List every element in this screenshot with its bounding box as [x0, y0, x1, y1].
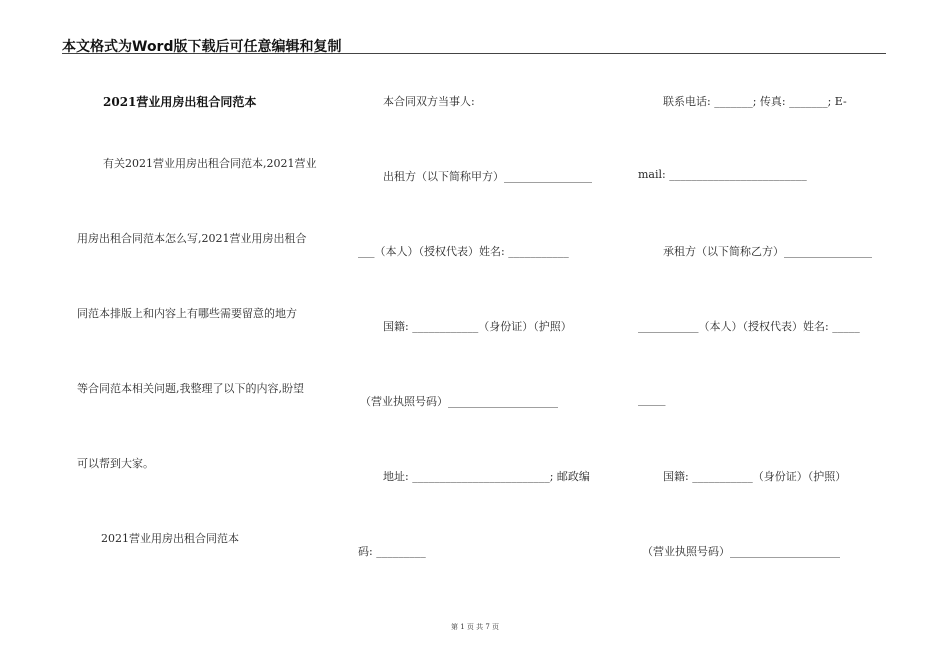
parties-intro: 本合同双方当事人: [383, 95, 475, 108]
document-title: 2021营业用房出租合同范本 [103, 95, 257, 109]
lessor-representative-line: ___（本人）（授权代表）姓名: ___________ [358, 245, 569, 258]
paragraph-line-5: 可以帮到大家。 [77, 457, 154, 470]
lessor-license-line: （营业执照号码）____________________ [360, 395, 558, 408]
page-number: 第 1 页 共 7 页 [450, 623, 500, 631]
lessor-postcode-line: 码: _________ [358, 545, 426, 558]
header-divider [62, 53, 886, 54]
paragraph-line-1: 有关2021营业用房出租合同范本,2021营业 [103, 157, 317, 170]
lessee-nationality-line: 国籍: ___________（身份证）（护照） [663, 470, 847, 483]
lessee-representative-continuation: _____ [638, 393, 666, 406]
lessor-line: 出租方（以下简称甲方）________________ [383, 170, 592, 183]
lessee-representative-line: ___________（本人）（授权代表）姓名: _____ [638, 320, 860, 333]
lessor-nationality-line: 国籍: ____________（身份证）（护照） [383, 320, 572, 333]
paragraph-line-4: 等合同范本相关问题,我整理了以下的内容,盼望 [77, 382, 304, 395]
section-subtitle: 2021营业用房出租合同范本 [101, 532, 239, 545]
document-header-title: 本文格式为Word版下载后可任意编辑和复制 [62, 39, 342, 55]
paragraph-line-2: 用房出租合同范本怎么写,2021营业用房出租合 [77, 232, 307, 245]
lessee-line: 承租方（以下简称乙方）________________ [663, 245, 872, 258]
lessor-contact-line: 联系电话: _______; 传真: _______; E- [663, 95, 847, 108]
lessee-license-line: （营业执照号码）____________________ [642, 545, 840, 558]
lessor-address-line: 地址: _________________________; 邮政编 [383, 470, 590, 483]
lessor-email-line: mail: _________________________ [638, 168, 807, 181]
paragraph-line-3: 同范本排版上和内容上有哪些需要留意的地方 [77, 307, 297, 320]
